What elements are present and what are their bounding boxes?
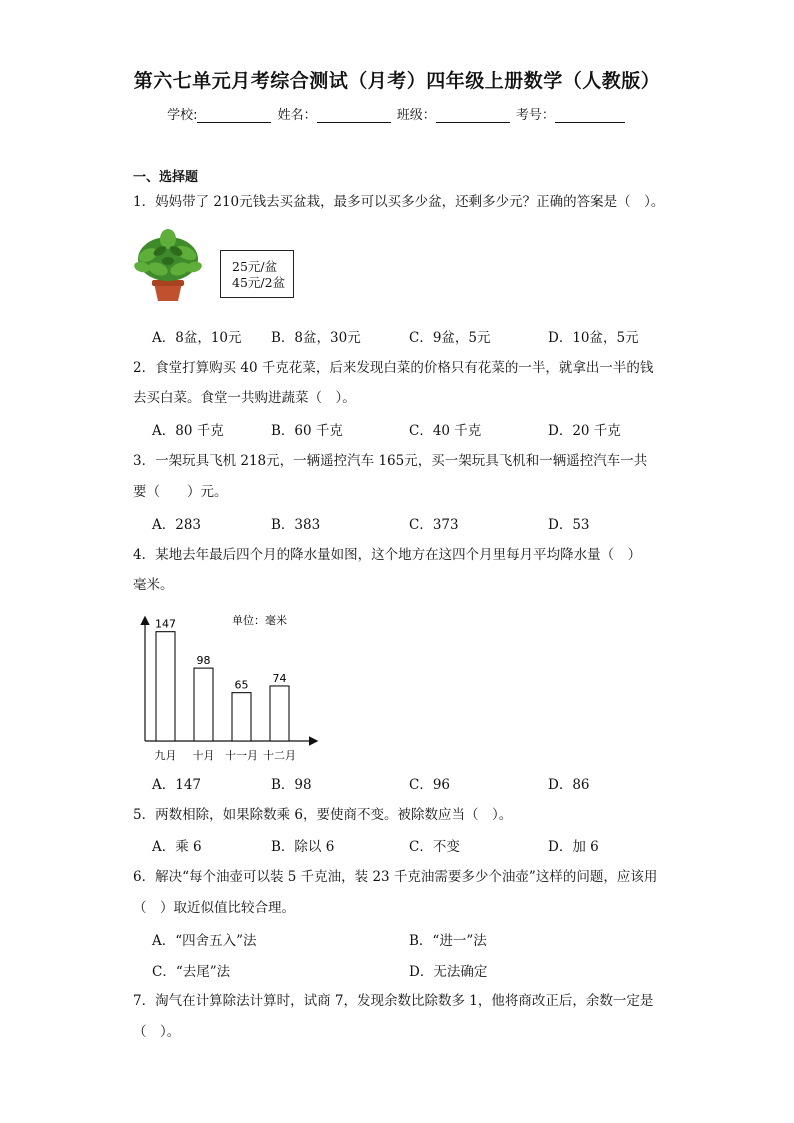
q2-option-c[interactable]: C．40 千克 bbox=[409, 423, 482, 439]
bar-3 bbox=[232, 693, 251, 741]
price-line-pair: 45元/2盆 bbox=[232, 275, 286, 290]
q2-option-d[interactable]: D．20 千克 bbox=[548, 423, 621, 439]
question-6-line-1: 6．解决“每个油壶可以装 5 千克油，装 23 千克油需要多少个油壶”这样的问题，应该用 bbox=[133, 869, 658, 885]
school-label: 学校: bbox=[167, 108, 198, 123]
potted-plant-image bbox=[128, 225, 208, 305]
q2-option-b[interactable]: B．60 千克 bbox=[271, 423, 343, 439]
bar-value-label-1: 147 bbox=[155, 617, 176, 631]
question-4-line-1: 4．某地去年最后四个月的降水量如图，这个地方在这四个月里每月平均降水量（ ） bbox=[133, 547, 642, 563]
bar-1 bbox=[156, 632, 175, 741]
exam-no-label: 考号： bbox=[515, 108, 555, 123]
q4-option-c[interactable]: C．96 bbox=[409, 777, 451, 793]
q3-option-a[interactable]: A．283 bbox=[152, 517, 202, 533]
q1-option-b[interactable]: B．8盆，30元 bbox=[271, 330, 361, 346]
q5-option-d[interactable]: D．加 6 bbox=[548, 839, 599, 855]
rainfall-bar-chart bbox=[130, 608, 330, 768]
section-title: 一、选择题 bbox=[133, 170, 199, 185]
q3-option-c[interactable]: C．373 bbox=[409, 517, 459, 533]
bar-value-label-3: 65 bbox=[234, 678, 249, 692]
question-3-line-1: 3．一架玩具飞机 218元，一辆遥控汽车 165元，买一架玩具飞机和一辆遥控汽车一共 bbox=[133, 453, 648, 469]
bar-value-label-2: 98 bbox=[196, 654, 211, 668]
question-1: 1．妈妈带了 210元钱去买盆栽，最多可以买多少盆，还剩多少元？正确的答案是（ ）。 bbox=[133, 194, 665, 210]
unit-label: 单位：毫米 bbox=[232, 614, 287, 627]
bar-4 bbox=[270, 686, 289, 741]
q6-option-d[interactable]: D．无法确定 bbox=[409, 964, 488, 980]
question-5: 5．两数相除，如果除数乘 6，要使商不变。被除数应当（ ）。 bbox=[133, 807, 513, 823]
q6-option-c[interactable]: C．“去尾”法 bbox=[152, 964, 231, 980]
student-info-row bbox=[0, 104, 794, 123]
question-2-line-2: 去买白菜。食堂一共购进蔬菜（ ）。 bbox=[133, 390, 356, 406]
q3-option-b[interactable]: B．383 bbox=[271, 517, 321, 533]
q3-option-d[interactable]: D．53 bbox=[548, 517, 590, 533]
name-label: 姓名： bbox=[277, 108, 317, 123]
exam-no-blank[interactable] bbox=[555, 108, 625, 123]
q6-option-b[interactable]: B．“进一”法 bbox=[409, 933, 487, 949]
question-6-line-2: （ ）取近似值比较合理。 bbox=[133, 900, 295, 916]
q5-option-b[interactable]: B．除以 6 bbox=[271, 839, 335, 855]
q4-option-b[interactable]: B．98 bbox=[271, 777, 312, 793]
price-box bbox=[220, 250, 294, 298]
question-3-line-2: 要（ ）元。 bbox=[133, 484, 228, 500]
q2-option-a[interactable]: A．80 千克 bbox=[152, 423, 224, 439]
q1-option-d[interactable]: D．10盆，5元 bbox=[548, 330, 639, 346]
q6-option-a[interactable]: A．“四舍五入”法 bbox=[152, 933, 257, 949]
class-label: 班级： bbox=[396, 108, 436, 123]
question-7-line-1: 7．淘气在计算除法计算时，试商 7，发现余数比除数多 1，他将商改正后，余数一定是 bbox=[133, 993, 654, 1009]
category-label-1: 九月 bbox=[154, 749, 177, 762]
question-2-line-1: 2．食堂打算购买 40 千克花菜，后来发现白菜的价格只有花菜的一半，就拿出一半的钱 bbox=[133, 360, 654, 376]
q1-option-c[interactable]: C．9盆，5元 bbox=[409, 330, 491, 346]
class-blank[interactable] bbox=[436, 108, 510, 123]
category-label-2: 十月 bbox=[192, 749, 215, 762]
bar-2 bbox=[194, 668, 213, 741]
question-4-line-2: 毫米。 bbox=[133, 577, 174, 593]
bar-value-label-4: 74 bbox=[272, 671, 287, 685]
q4-option-d[interactable]: D．86 bbox=[548, 777, 590, 793]
category-label-4: 十二月 bbox=[263, 749, 296, 762]
category-label-3: 十一月 bbox=[225, 749, 258, 762]
q4-option-a[interactable]: A．147 bbox=[152, 777, 202, 793]
page-title: 第六七单元月考综合测试（月考）四年级上册数学（人教版） bbox=[133, 70, 661, 92]
name-blank[interactable] bbox=[317, 108, 391, 123]
q5-option-c[interactable]: C．不变 bbox=[409, 839, 460, 855]
q1-option-a[interactable]: A．8盆，10元 bbox=[152, 330, 242, 346]
school-blank[interactable] bbox=[197, 108, 271, 123]
question-7-line-2: （ ）。 bbox=[133, 1024, 181, 1040]
price-line-single: 25元/盆 bbox=[232, 259, 278, 274]
q5-option-a[interactable]: A．乘 6 bbox=[152, 839, 202, 855]
